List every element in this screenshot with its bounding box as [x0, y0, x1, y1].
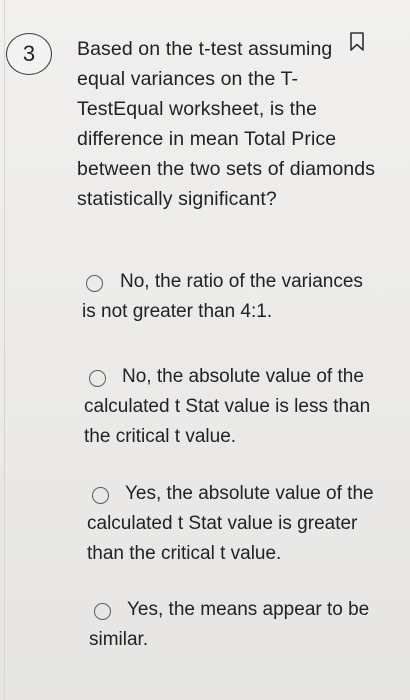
- radio-button-1[interactable]: [86, 275, 103, 292]
- answer-option-3-label: Yes, the absolute value of the calculated t Stat value is greater than the critical t value.: [87, 483, 374, 564]
- answer-option-4[interactable]: [89, 595, 379, 655]
- answer-option-1[interactable]: [82, 267, 372, 327]
- left-border: [4, 0, 5, 700]
- radio-button-3[interactable]: [92, 487, 109, 504]
- radio-button-4[interactable]: [94, 603, 111, 620]
- question-number-badge: [6, 33, 52, 75]
- question-number: 3: [22, 41, 36, 66]
- answer-option-2[interactable]: [84, 362, 374, 452]
- answer-option-4-label: Yes, the means appear to be similar.: [89, 599, 370, 650]
- answer-option-3[interactable]: [87, 479, 377, 569]
- radio-button-2[interactable]: [89, 370, 106, 387]
- question-text: Based on the t-test assuming equal variances on the T-TestEqual worksheet, is the difference in mean Total Price between the two sets of diamonds statistically significant?: [77, 38, 376, 210]
- answer-option-2-label: No, the absolute value of the calculated t Stat value is less than the critical t value.: [84, 366, 371, 447]
- answer-option-1-label: No, the ratio of the variances is not greater than 4:1.: [82, 271, 363, 322]
